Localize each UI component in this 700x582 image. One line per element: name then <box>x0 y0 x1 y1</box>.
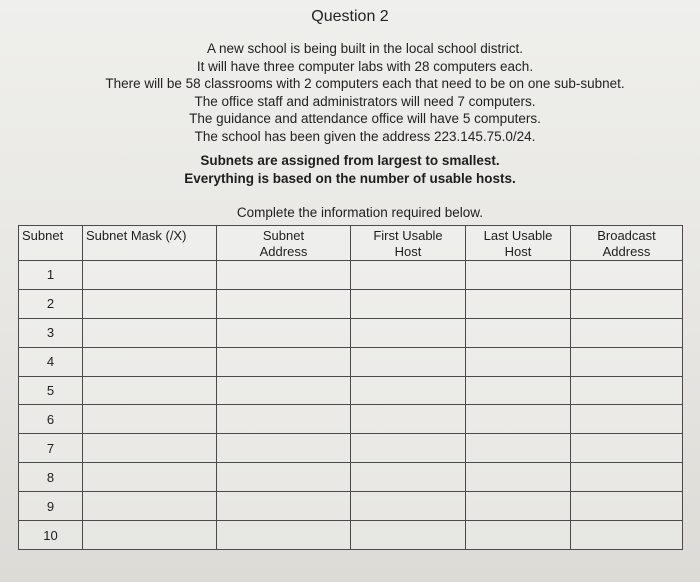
subnet-number: 9 <box>19 492 83 521</box>
cell-first-usable-host[interactable] <box>351 318 466 347</box>
cell-broadcast-address[interactable] <box>571 492 683 521</box>
subnet-number: 10 <box>19 521 83 550</box>
assignment-rules <box>140 152 560 188</box>
table-row <box>19 492 683 521</box>
cell-first-usable-host[interactable] <box>351 492 466 521</box>
cell-subnet-address[interactable] <box>217 261 351 290</box>
cell-subnet-mask[interactable] <box>83 434 217 463</box>
subnet-number: 5 <box>19 376 83 405</box>
table-row <box>19 405 683 434</box>
cell-last-usable-host[interactable] <box>466 463 571 492</box>
intro-line: There will be 58 classrooms with 2 computers each that need to be on one sub-subnet. <box>105 76 625 91</box>
subnet-number: 6 <box>19 405 83 434</box>
rule-line: Everything is based on the number of usable hosts. <box>184 171 516 186</box>
cell-subnet-address[interactable] <box>217 405 351 434</box>
cell-broadcast-address[interactable] <box>571 434 683 463</box>
subnet-number: 7 <box>19 434 83 463</box>
table-row <box>19 318 683 347</box>
cell-subnet-mask[interactable] <box>83 347 217 376</box>
cell-broadcast-address[interactable] <box>571 463 683 492</box>
cell-broadcast-address[interactable] <box>571 521 683 550</box>
cell-subnet-mask[interactable] <box>83 261 217 290</box>
intro-line: The school has been given the address 223.145.75.0/24. <box>194 128 536 144</box>
cell-subnet-address[interactable] <box>217 289 351 318</box>
cell-subnet-address[interactable] <box>217 492 351 521</box>
cell-subnet-mask[interactable] <box>83 376 217 405</box>
cell-subnet-mask[interactable] <box>83 405 217 434</box>
cell-subnet-mask[interactable] <box>83 521 217 550</box>
header-subnet-address: Subnet Address <box>217 226 351 261</box>
cell-first-usable-host[interactable] <box>351 405 466 434</box>
header-first-usable-host: First Usable Host <box>351 226 466 261</box>
subnet-table <box>18 225 683 550</box>
cell-subnet-address[interactable] <box>217 376 351 405</box>
header-broadcast-address: Broadcast Address <box>571 226 683 261</box>
cell-first-usable-host[interactable] <box>351 289 466 318</box>
cell-subnet-address[interactable] <box>217 434 351 463</box>
cell-last-usable-host[interactable] <box>466 376 571 405</box>
table-row <box>19 376 683 405</box>
header-subnet: Subnet <box>19 226 83 261</box>
table-row <box>19 347 683 376</box>
cell-subnet-address[interactable] <box>217 318 351 347</box>
subnet-number: 3 <box>19 318 83 347</box>
subnet-number: 4 <box>19 347 83 376</box>
cell-last-usable-host[interactable] <box>466 521 571 550</box>
cell-subnet-mask[interactable] <box>83 492 217 521</box>
cell-first-usable-host[interactable] <box>351 434 466 463</box>
table-row <box>19 463 683 492</box>
cell-last-usable-host[interactable] <box>466 318 571 347</box>
cell-subnet-address[interactable] <box>217 463 351 492</box>
table-row <box>19 261 683 290</box>
cell-subnet-mask[interactable] <box>83 318 217 347</box>
cell-broadcast-address[interactable] <box>571 318 683 347</box>
cell-broadcast-address[interactable] <box>571 376 683 405</box>
table-row <box>19 289 683 318</box>
intro-line: The guidance and attendance office will have 5 computers. <box>189 111 541 126</box>
cell-last-usable-host[interactable] <box>466 289 571 318</box>
cell-first-usable-host[interactable] <box>351 261 466 290</box>
problem-statement <box>60 40 670 145</box>
cell-first-usable-host[interactable] <box>351 521 466 550</box>
cell-first-usable-host[interactable] <box>351 347 466 376</box>
cell-subnet-address[interactable] <box>217 521 351 550</box>
question-title: Question 2 <box>311 8 389 25</box>
cell-subnet-address[interactable] <box>217 347 351 376</box>
cell-subnet-mask[interactable] <box>83 289 217 318</box>
cell-subnet-mask[interactable] <box>83 463 217 492</box>
cell-broadcast-address[interactable] <box>571 405 683 434</box>
table-row <box>19 434 683 463</box>
subnet-number: 8 <box>19 463 83 492</box>
cell-broadcast-address[interactable] <box>571 289 683 318</box>
subnet-number: 1 <box>19 261 83 290</box>
instruction-text: Complete the information required below. <box>236 205 484 220</box>
intro-line: It will have three computer labs with 28 computers each. <box>196 58 534 74</box>
cell-first-usable-host[interactable] <box>351 376 466 405</box>
subnet-number: 2 <box>19 289 83 318</box>
header-last-usable-host: Last Usable Host <box>466 226 571 261</box>
rule-line: Subnets are assigned from largest to smallest. <box>200 153 500 168</box>
header-subnet-mask: Subnet Mask (/X) <box>83 226 217 261</box>
cell-last-usable-host[interactable] <box>466 261 571 290</box>
cell-first-usable-host[interactable] <box>351 463 466 492</box>
cell-broadcast-address[interactable] <box>571 347 683 376</box>
table-row <box>19 521 683 550</box>
cell-broadcast-address[interactable] <box>571 261 683 290</box>
cell-last-usable-host[interactable] <box>466 492 571 521</box>
cell-last-usable-host[interactable] <box>466 347 571 376</box>
intro-line: A new school is being built in the local school district. <box>207 41 523 56</box>
cell-last-usable-host[interactable] <box>466 434 571 463</box>
cell-last-usable-host[interactable] <box>466 405 571 434</box>
intro-line: The office staff and administrators will need 7 computers. <box>194 93 536 109</box>
table-header-row <box>19 226 683 261</box>
